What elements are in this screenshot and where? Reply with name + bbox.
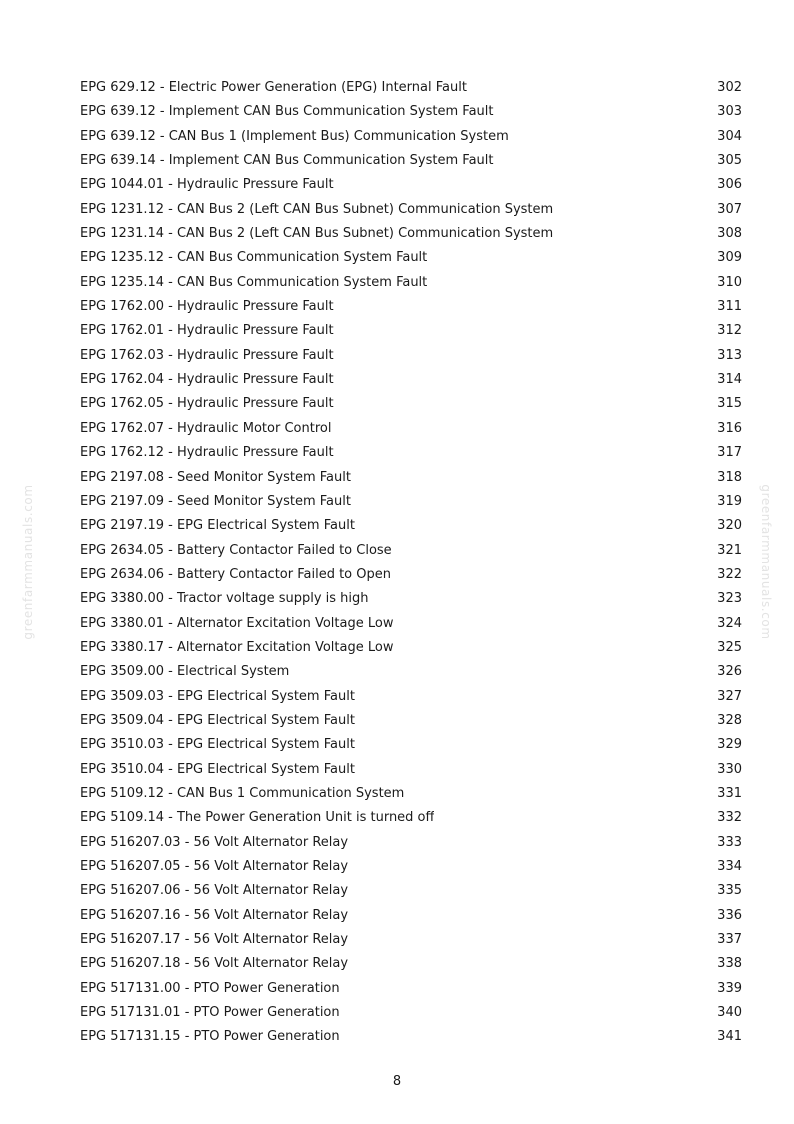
toc-entry[interactable] xyxy=(80,271,742,295)
toc-entry[interactable] xyxy=(80,392,742,416)
toc-entry[interactable] xyxy=(80,125,742,149)
toc-entry-title[interactable]: EPG 3380.01 - Alternator Excitation Voltage Low xyxy=(80,615,394,631)
toc-entry-title[interactable]: EPG 3509.03 - EPG Electrical System Fault xyxy=(80,688,355,704)
toc-entry[interactable] xyxy=(80,1001,742,1025)
toc-entry-page-number[interactable]: 311 xyxy=(717,299,742,315)
toc-entry-title[interactable]: EPG 3510.04 - EPG Electrical System Fault xyxy=(80,761,355,777)
toc-entry-page-number[interactable]: 319 xyxy=(717,493,742,509)
toc-entry-page-number[interactable]: 323 xyxy=(717,591,742,607)
toc-entry[interactable] xyxy=(80,709,742,733)
toc-entry-page-number[interactable]: 324 xyxy=(717,615,742,631)
toc-entry[interactable] xyxy=(80,977,742,1001)
toc-entry-page-number[interactable]: 302 xyxy=(717,80,742,95)
toc-entry[interactable] xyxy=(80,879,742,903)
toc-entry-title[interactable]: EPG 517131.15 - PTO Power Generation xyxy=(80,1029,340,1045)
toc-entry[interactable] xyxy=(80,246,742,270)
toc-entry[interactable] xyxy=(80,149,742,173)
toc-entry[interactable] xyxy=(80,100,742,124)
toc-entry-page-number[interactable]: 306 xyxy=(717,177,742,193)
toc-entry-page-number[interactable]: 320 xyxy=(717,518,742,534)
toc-entry-page-number[interactable]: 322 xyxy=(717,566,742,582)
toc-entry-page-number[interactable]: 335 xyxy=(717,883,742,899)
toc-entry[interactable] xyxy=(80,466,742,490)
toc-entry-page-number[interactable]: 339 xyxy=(717,980,742,996)
toc-entry-page-number[interactable]: 304 xyxy=(717,128,742,144)
toc-entry[interactable] xyxy=(80,514,742,538)
toc-entry[interactable] xyxy=(80,319,742,343)
toc-entry-title[interactable]: EPG 1235.14 - CAN Bus Communication System Fault xyxy=(80,274,428,290)
toc-entry[interactable] xyxy=(80,636,742,660)
toc-entry-title[interactable]: EPG 2197.19 - EPG Electrical System Fault xyxy=(80,518,355,534)
toc-entry[interactable] xyxy=(80,563,742,587)
toc-entry[interactable] xyxy=(80,660,742,684)
toc-entry-page-number[interactable]: 314 xyxy=(717,372,742,388)
toc-entry[interactable] xyxy=(80,198,742,222)
toc-entry[interactable] xyxy=(80,490,742,514)
toc-entry[interactable] xyxy=(80,685,742,709)
toc-entry-title[interactable]: EPG 516207.16 - 56 Volt Alternator Relay xyxy=(80,907,349,923)
toc-entry-page-number[interactable]: 337 xyxy=(717,932,742,948)
toc-entry[interactable] xyxy=(80,222,742,246)
toc-entry[interactable] xyxy=(80,806,742,830)
toc-entry-page-number[interactable]: 340 xyxy=(717,1005,742,1021)
toc-entry-title[interactable]: EPG 1762.01 - Hydraulic Pressure Fault xyxy=(80,323,334,339)
toc-entry[interactable] xyxy=(80,441,742,465)
watermark-right: greenfarmmanuals.com xyxy=(759,484,773,640)
toc-entry[interactable] xyxy=(80,295,742,319)
toc-entry-title[interactable]: EPG 1044.01 - Hydraulic Pressure Fault xyxy=(80,177,334,193)
toc-entry[interactable] xyxy=(80,733,742,757)
toc-entry[interactable] xyxy=(80,173,742,197)
toc-entry-page-number[interactable]: 331 xyxy=(717,785,742,801)
toc-entry-title[interactable]: EPG 639.14 - Implement CAN Bus Communication System Fault xyxy=(80,153,494,169)
toc-entry-title[interactable]: EPG 3380.17 - Alternator Excitation Voltage Low xyxy=(80,639,394,655)
page-number: 8 xyxy=(392,1074,402,1089)
toc-entry[interactable] xyxy=(80,587,742,611)
toc-entry[interactable] xyxy=(80,952,742,976)
toc-entry-page-number[interactable]: 336 xyxy=(717,907,742,923)
table-of-contents xyxy=(80,76,742,1050)
toc-entry-title[interactable]: EPG 1762.03 - Hydraulic Pressure Fault xyxy=(80,347,334,363)
toc-entry-page-number[interactable]: 332 xyxy=(717,810,742,826)
toc-entry-page-number[interactable]: 333 xyxy=(717,834,742,850)
toc-entry[interactable] xyxy=(80,782,742,806)
toc-entry-title[interactable]: EPG 1762.04 - Hydraulic Pressure Fault xyxy=(80,372,334,388)
toc-entry-title[interactable]: EPG 516207.03 - 56 Volt Alternator Relay xyxy=(80,834,349,850)
toc-entry-title[interactable]: EPG 516207.18 - 56 Volt Alternator Relay xyxy=(80,956,349,972)
toc-entry-title[interactable]: EPG 639.12 - CAN Bus 1 (Implement Bus) Communication System xyxy=(80,128,509,144)
toc-entry-page-number[interactable]: 312 xyxy=(717,323,742,339)
toc-entry-page-number[interactable]: 307 xyxy=(717,201,742,217)
toc-entry-title[interactable]: EPG 517131.00 - PTO Power Generation xyxy=(80,980,340,996)
toc-entry-title[interactable]: EPG 3509.00 - Electrical System xyxy=(80,664,290,680)
toc-entry-page-number[interactable]: 341 xyxy=(717,1029,742,1045)
toc-entry-page-number[interactable]: 308 xyxy=(717,226,742,242)
toc-entry-page-number[interactable]: 321 xyxy=(717,542,742,558)
toc-entry-page-number[interactable]: 328 xyxy=(717,712,742,728)
toc-entry-page-number[interactable]: 326 xyxy=(717,664,742,680)
toc-entry-title[interactable]: EPG 1231.14 - CAN Bus 2 (Left CAN Bus Subnet) Communication System xyxy=(80,226,554,242)
toc-entry-page-number[interactable]: 329 xyxy=(717,737,742,753)
toc-entry-title[interactable]: EPG 2197.09 - Seed Monitor System Fault xyxy=(80,493,351,509)
toc-entry[interactable] xyxy=(80,904,742,928)
toc-entry-title[interactable]: EPG 1231.12 - CAN Bus 2 (Left CAN Bus Subnet) Communication System xyxy=(80,201,554,217)
toc-entry-page-number[interactable]: 327 xyxy=(717,688,742,704)
toc-entry-title[interactable]: EPG 5109.12 - CAN Bus 1 Communication System xyxy=(80,785,405,801)
toc-entry-title[interactable]: EPG 2634.05 - Battery Contactor Failed to Close xyxy=(80,542,392,558)
toc-entry-page-number[interactable]: 313 xyxy=(717,347,742,363)
toc-entry[interactable] xyxy=(80,612,742,636)
toc-entry-title[interactable]: EPG 1762.12 - Hydraulic Pressure Fault xyxy=(80,445,334,461)
toc-entry-title[interactable]: EPG 1762.05 - Hydraulic Pressure Fault xyxy=(80,396,334,412)
toc-entry-page-number[interactable]: 316 xyxy=(717,420,742,436)
toc-entry-title[interactable]: EPG 1235.12 - CAN Bus Communication System Fault xyxy=(80,250,428,266)
toc-entry-page-number[interactable]: 305 xyxy=(717,153,742,169)
toc-entry-title[interactable]: EPG 5109.14 - The Power Generation Unit is turned off xyxy=(80,810,435,826)
toc-entry-title[interactable]: EPG 3380.00 - Tractor voltage supply is high xyxy=(80,591,369,607)
toc-entry-title[interactable]: EPG 2634.06 - Battery Contactor Failed to Open xyxy=(80,566,391,582)
toc-entry-page-number[interactable]: 334 xyxy=(717,859,742,874)
toc-entry-title[interactable]: EPG 516207.05 - 56 Volt Alternator Relay xyxy=(80,859,349,874)
toc-entry[interactable] xyxy=(80,831,742,855)
toc-entry-title[interactable]: EPG 1762.07 - Hydraulic Motor Control xyxy=(80,420,332,436)
toc-entry[interactable] xyxy=(80,1025,742,1049)
toc-entry[interactable] xyxy=(80,344,742,368)
toc-entry-title[interactable]: EPG 3510.03 - EPG Electrical System Fault xyxy=(80,737,355,753)
toc-entry-title[interactable]: EPG 516207.06 - 56 Volt Alternator Relay xyxy=(80,883,349,899)
toc-entry-page-number[interactable]: 315 xyxy=(717,396,742,412)
toc-entry-title[interactable]: EPG 1762.00 - Hydraulic Pressure Fault xyxy=(80,299,334,315)
toc-entry-title[interactable]: EPG 3509.04 - EPG Electrical System Fault xyxy=(80,712,355,728)
toc-entry[interactable] xyxy=(80,368,742,392)
toc-entry-title[interactable]: EPG 2197.08 - Seed Monitor System Fault xyxy=(80,469,351,485)
toc-entry[interactable] xyxy=(80,417,742,441)
toc-entry-page-number[interactable]: 318 xyxy=(717,469,742,485)
toc-entry-title[interactable]: EPG 629.12 - Electric Power Generation (EPG) Internal Fault xyxy=(80,80,467,95)
toc-entry[interactable] xyxy=(80,758,742,782)
toc-entry-page-number[interactable]: 325 xyxy=(717,639,742,655)
toc-entry-title[interactable]: EPG 639.12 - Implement CAN Bus Communication System Fault xyxy=(80,104,494,120)
toc-entry-title[interactable]: EPG 516207.17 - 56 Volt Alternator Relay xyxy=(80,932,349,948)
watermark-left: greenfarmmanuals.com xyxy=(21,484,35,640)
toc-entry[interactable] xyxy=(80,539,742,563)
toc-entry-page-number[interactable]: 330 xyxy=(717,761,742,777)
toc-entry-title[interactable]: EPG 517131.01 - PTO Power Generation xyxy=(80,1005,340,1021)
toc-entry-page-number[interactable]: 310 xyxy=(717,274,742,290)
toc-entry[interactable] xyxy=(80,928,742,952)
toc-entry[interactable] xyxy=(80,76,742,100)
toc-entry-page-number[interactable]: 338 xyxy=(717,956,742,972)
toc-entry-page-number[interactable]: 303 xyxy=(717,104,742,120)
toc-entry-page-number[interactable]: 317 xyxy=(717,445,742,461)
toc-entry-page-number[interactable]: 309 xyxy=(717,250,742,266)
toc-entry[interactable] xyxy=(80,855,742,879)
